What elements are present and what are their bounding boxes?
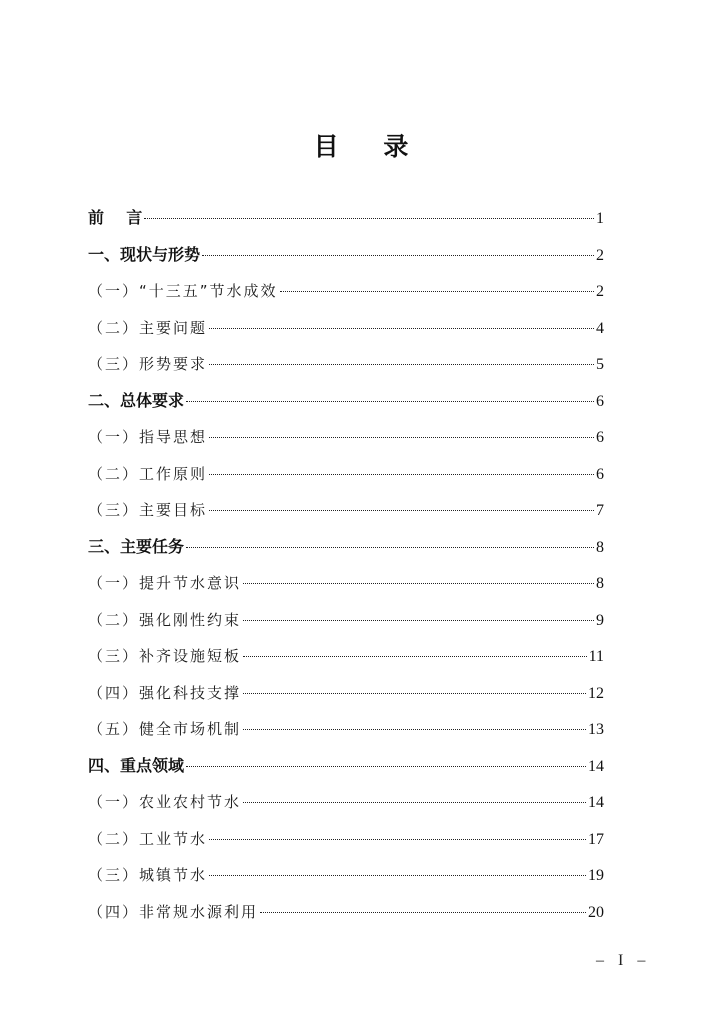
toc-entry-page-number: 17 <box>588 830 604 848</box>
toc-entry[interactable] <box>88 675 604 712</box>
toc-entry-label: （三）主要目标 <box>88 501 208 519</box>
toc-entry-page-number: 6 <box>596 465 604 483</box>
toc-entry-page-number: 11 <box>588 648 604 665</box>
toc-dot-leader <box>209 328 594 329</box>
toc-entry[interactable] <box>88 602 604 639</box>
toc-dot-leader <box>280 291 594 292</box>
toc-entry-page-number: 2 <box>596 283 604 300</box>
toc-entry-page-number: 8 <box>596 575 604 592</box>
toc-entry-label: （二）工业节水 <box>88 829 208 848</box>
toc-entry-page-number: 19 <box>588 867 604 884</box>
toc-entry-page-number: 1 <box>596 210 604 227</box>
toc-dot-leader <box>209 364 594 365</box>
toc-dot-leader <box>243 583 594 584</box>
toc-entry-page-number: 14 <box>588 757 604 775</box>
page-title: 目 录 <box>313 132 411 161</box>
toc-dot-leader <box>243 656 587 657</box>
toc-entry-page-number: 6 <box>596 429 604 446</box>
toc-dot-leader <box>209 437 594 438</box>
toc-dot-leader <box>144 218 594 219</box>
toc-entry-label: 二、总体要求 <box>88 390 185 410</box>
toc-entry-page-number: 5 <box>596 356 604 373</box>
toc-entry-label: （三）城镇节水 <box>88 866 208 884</box>
toc-dot-leader <box>243 802 586 803</box>
toc-dot-leader <box>243 729 586 730</box>
toc-entry[interactable] <box>88 492 604 529</box>
toc-entry-label: （二）主要问题 <box>88 318 208 337</box>
toc-entry-label: （一）提升节水意识 <box>88 574 242 592</box>
toc-dot-leader <box>209 510 594 511</box>
toc-entry[interactable] <box>88 529 604 566</box>
toc-entry-page-number: 4 <box>596 319 604 337</box>
toc-entry[interactable] <box>88 310 604 347</box>
toc-entry[interactable] <box>88 894 604 931</box>
toc-entry-page-number: 2 <box>596 246 604 264</box>
toc-entry[interactable] <box>88 857 604 894</box>
toc-entry-label: （四）强化科技支撑 <box>88 683 242 702</box>
toc-entry-label: （四）非常规水源利用 <box>88 902 259 921</box>
toc-entry-page-number: 7 <box>596 502 604 519</box>
toc-entry-label: 四、重点领域 <box>88 755 185 775</box>
toc-dot-leader <box>186 766 586 767</box>
toc-entry[interactable] <box>88 748 604 785</box>
toc-entry-label: （三）形势要求 <box>88 355 208 373</box>
toc-dot-leader <box>186 401 594 402</box>
toc-entry-page-number: 6 <box>596 392 604 410</box>
toc-entry-page-number: 8 <box>596 538 604 556</box>
toc-entry[interactable] <box>88 821 604 858</box>
toc-dot-leader <box>202 255 594 256</box>
toc-entry[interactable] <box>88 456 604 493</box>
toc-entry[interactable] <box>88 419 604 456</box>
toc-dot-leader <box>209 875 586 876</box>
table-of-contents <box>88 200 604 930</box>
toc-entry[interactable] <box>88 273 604 310</box>
toc-entry-label: （三）补齐设施短板 <box>88 647 242 665</box>
toc-entry-label: （一）农业农村节水 <box>88 793 242 811</box>
toc-entry-page-number: 13 <box>588 721 604 738</box>
toc-entry-label: （二）工作原则 <box>88 464 208 483</box>
toc-entry[interactable] <box>88 711 604 748</box>
toc-entry-page-number: 9 <box>596 611 604 629</box>
toc-entry-page-number: 14 <box>588 794 604 811</box>
toc-entry-label: 一、现状与形势 <box>88 244 201 264</box>
toc-entry[interactable] <box>88 346 604 383</box>
toc-entry-label: （五）健全市场机制 <box>88 720 242 738</box>
toc-dot-leader <box>186 547 594 548</box>
page-number-footer: – I – <box>596 952 651 969</box>
toc-entry[interactable] <box>88 638 604 675</box>
toc-entry-label: （二）强化刚性约束 <box>88 610 242 629</box>
toc-dot-leader <box>209 839 586 840</box>
toc-dot-leader <box>243 693 586 694</box>
toc-entry-label: （一）指导思想 <box>88 428 208 446</box>
toc-entry[interactable] <box>88 383 604 420</box>
toc-dot-leader <box>260 912 586 913</box>
toc-dot-leader <box>243 620 594 621</box>
toc-entry-page-number: 12 <box>588 684 604 702</box>
toc-entry-label: （一）“十三五”节水成效 <box>88 282 278 300</box>
toc-entry-label: 三、主要任务 <box>88 536 185 556</box>
toc-entry[interactable] <box>88 200 604 237</box>
toc-entry[interactable] <box>88 784 604 821</box>
toc-entry-label: 前 言 <box>88 208 143 227</box>
toc-entry[interactable] <box>88 565 604 602</box>
toc-dot-leader <box>209 474 594 475</box>
toc-entry-page-number: 20 <box>588 903 604 921</box>
toc-entry[interactable] <box>88 237 604 274</box>
